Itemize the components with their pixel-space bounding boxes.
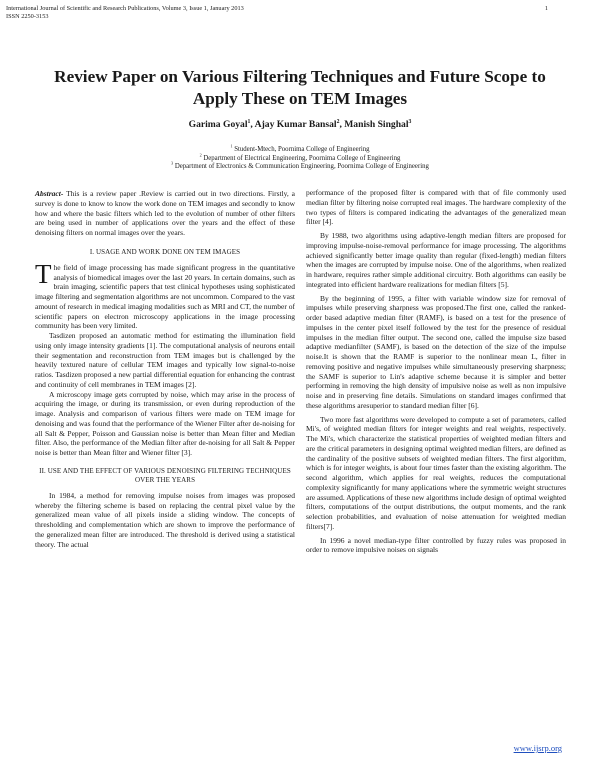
author-1: Garima Goyal (188, 119, 248, 130)
author-3: Manish Singhal (344, 119, 409, 130)
right-paragraph-2: By the beginning of 1995, a filter with variable window size for removal of impulses while preserving sharpness was proposed.The first one, called the ranked-order based adaptive median filter (RAMF), is based on a test for the presence of impulses in the center pixel itself followed by the test for the presence of residual impulses in the median filter output. The second one, called the impulse size based adaptive medianfilter (SAMF), is based on the detection of the size of the impulse noise.It is shown that the RAMF is superior to the nonlinear mean L, filter in removing positive and negative impulses while simultaneously preserving sharpness; the SAMF is superior to Lin's adaptive scheme because it is simpler and better performing in removing the high density of impulsive noise as well as non impulsive noise and in preserving fine details. Simulations on standard images confirmed that these algorithms aresuperior to standard median filter [6]. (306, 293, 566, 410)
right-column (306, 188, 566, 555)
drop-cap: T (35, 258, 52, 289)
right-paragraph-0: performance of the proposed filter is compared with that of file commonly used median filter by filtering noise corrupted real images. The hardware complexity of the two types of filters is compared indicating the advantages of the generalized mean filter [4]. (306, 188, 566, 227)
section1-paragraph-1: The field of image processing has made significant progress in the quantitative analysis of biomedical images over the last 20 years. In certain domains, such as brain imaging, scientific papers that test clinical hypotheses using sophisticated image filtering and segmentation algorithms are not uncommon. Compared to the vast amount of research in medical imaging modalities such as MRI and CT, the number of scientific papers on electron microscopy applications in the image processing community has been very limited. (35, 258, 295, 331)
footer-url-link[interactable]: www.ijsrp.org (513, 743, 562, 753)
section1-paragraph-3: A microscopy image gets corrupted by noise, which may arise in the process of acquiring the image, or during its transmission, or even during reproduction of the image. Analysis and comparison of various filters were made on TEM image for denoising and was found that the performance of the Wiener Filter after de-noising for all Salt & Pepper, Poisson and Gaussian noise is better than Mean filter and Median filter. Also, the performance of the Median filter after de-noising for all Salt & Pepper noise is better than Mean filter and Wiener filter [3]. (35, 389, 295, 457)
right-paragraph-1: By 1988, two algorithms using adaptive-length median filters are proposed for improving impulse-noise-removal performance for image processing. The algorithms achieved significantly better image quality than regular (fixed-length) median filters when the images are corrupted by impulse noise. One of the algorithms, when realized in hardware, requires rather simple additional circuitry. Both algorithms can easily be integrated into efficient hardware realizations for median filters [5]. (306, 231, 566, 289)
running-header (6, 5, 594, 21)
affiliation-1: $^1$ Student-Mtech, Poornima College of Engineering (230, 143, 370, 153)
affiliations (0, 143, 600, 172)
section2-paragraph-1: In 1984, a method for removing impulse noises from images was proposed whereby the filtering scheme is based on replacing the central pixel value by the generalized mean value of all pixels inside a sliding window. The concepts of thresholding and complementation which are shown to improve the performance of the generalized mean filter are introduced. The threshold is derived using a statistical theory. The actual (35, 490, 295, 549)
left-column (35, 189, 295, 549)
affiliation-3: $^3$ Department of Electronics & Communication Engineering, Poornima College of Engineering (171, 160, 429, 170)
right-paragraph-4: In 1996 a novel median-type filter controlled by fuzzy rules was proposed in order to remove impulsive noises on signals (306, 535, 566, 555)
issn-line: ISSN 2250-3153 (6, 13, 49, 20)
affiliation-2: $^2$ Department of Electrical Engineering, Poornima College of Engineering (199, 152, 401, 162)
section1-paragraph-2: Tasdizen proposed an automatic method for estimating the illumination field using only image intensity gradients [1]. The computational analysis of neurons entail their segmentation and reconstruction from TEM images but is challenged by the heavily textured nature of cellular TEM images and typically low signal-to-noise ratios. Tasdizen proposed a new partial differential equation for enhancing the contrast and continuity of cell membranes in TEM images [2]. (35, 331, 295, 389)
section-heading-1: I. USAGE AND WORK DONE ON TEM IMAGES (89, 247, 241, 256)
author-2: Ajay Kumar Bansal (254, 119, 337, 130)
right-paragraph-3: Two more fast algorithms were developed to compute a set of parameters, called Mi's, of weighted median filters for integer weights and real weights, respectively. The Mi's, which characterize the statistical properties of weighted median filters and are the critical parameters in designing optimal weighted median filters, are defined as the cardinality of the positive subsets of weighted median filters. The first algorithm, which is for integer weights, is about four times faster than the existing algorithm. The second algorithm, which applies for real weights, reduces the computational complexity significantly for many applications where the symmetric weight structures are assumed. Applications of these new algorithms include design of optimal weighted filters, computations of the output distributions, the output moments, and the rank selection probabilities, and evaluation of noise attenuation for weighted median filters[7]. (306, 414, 566, 531)
abstract: Abstract- This is a review paper .Review is carried out in two directions. Firstly, a survey is done to know to know the work done on TEM images and secondly to know how and where the basic filters which led to the evolution of number of other filters are being used in number of applications over the years and the effect of these denoising filters on normal images over the years. (35, 189, 295, 237)
section-heading-2: II. USE AND THE EFFECT OF VARIOUS DENOISING FILTERING TECHNIQUES OVER THE YEARS (39, 466, 291, 484)
paper-title: Review Paper on Various Filtering Techniques and Future Scope to Apply These on TEM Images (54, 67, 546, 108)
page-number: 1 (544, 5, 548, 12)
journal-line: International Journal of Scientific and Research Publications, Volume 3, Issue 1, January 2013 (6, 5, 244, 12)
author-list: Garima Goyal$^1$, Ajay Kumar Bansal$^2$, Manish Singhal$^3$ (188, 118, 412, 130)
